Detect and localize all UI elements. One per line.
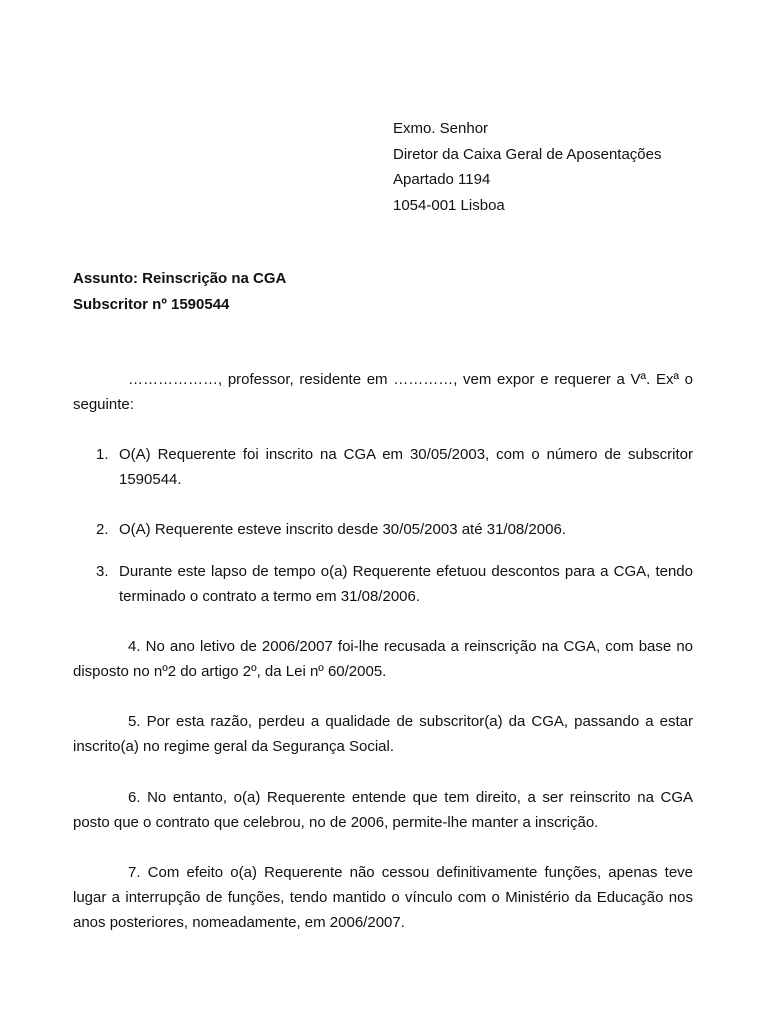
- list-item: [73, 517, 693, 542]
- paragraph-6: 6. No entanto, o(a) Requerente entende que tem direito, a ser reinscrito na CGA posto que o contrato que celebrou, no de 2006, permite-lhe manter a inscrição.: [73, 789, 693, 831]
- subscriber-number: Subscritor nº 1590544: [73, 295, 230, 313]
- numbered-list-item-1: [73, 442, 693, 492]
- recipient-city: 1054-001 Lisboa: [393, 196, 505, 214]
- list-item-number: 3.: [96, 563, 109, 580]
- intro-paragraph: ………………, professor, residente em …………, vem expor e requerer a Vª. Exª o seguinte:: [73, 371, 693, 413]
- recipient-address: [393, 116, 661, 218]
- recipient-title: Diretor da Caixa Geral de Aposentações: [393, 145, 662, 163]
- numbered-list-item-2: [73, 517, 693, 542]
- list-item-number: 1.: [96, 446, 109, 463]
- subject-block: [73, 266, 286, 317]
- list-item-text: O(A) Requerente esteve inscrito desde 30/05/2003 até 31/08/2006.: [119, 521, 566, 538]
- paragraph-5: 5. Por esta razão, perdeu a qualidade de subscritor(a) da CGA, passando a estar inscrito(a) no regime geral da Segurança Social.: [73, 713, 693, 755]
- recipient-po-box: Apartado 1194: [393, 171, 491, 188]
- list-item: [73, 559, 693, 609]
- list-item-text: O(A) Requerente foi inscrito na CGA em 30/05/2003, com o número de subscritor 1590544.: [119, 446, 693, 488]
- paragraph-4: 4. No ano letivo de 2006/2007 foi-lhe recusada a reinscrição na CGA, com base no disposto no nº2 do artigo 2º, da Lei nº 60/2005.: [73, 638, 693, 680]
- subject-line: Assunto: Reinscrição na CGA: [73, 270, 287, 287]
- recipient-salutation: Exmo. Senhor: [393, 120, 489, 137]
- numbered-list-item-3: [73, 559, 693, 609]
- list-item: [73, 442, 693, 492]
- list-item-number: 2.: [96, 521, 109, 538]
- list-item-text: Durante este lapso de tempo o(a) Requerente efetuou descontos para a CGA, tendo terminado o contrato a termo em 31/08/2006.: [119, 563, 693, 605]
- paragraph-7: 7. Com efeito o(a) Requerente não cessou definitivamente funções, apenas teve lugar a interrupção de funções, tendo mantido o vínculo com o Ministério da Educação nos anos posteriores, nomeadamente, em 2006/2007.: [73, 864, 693, 931]
